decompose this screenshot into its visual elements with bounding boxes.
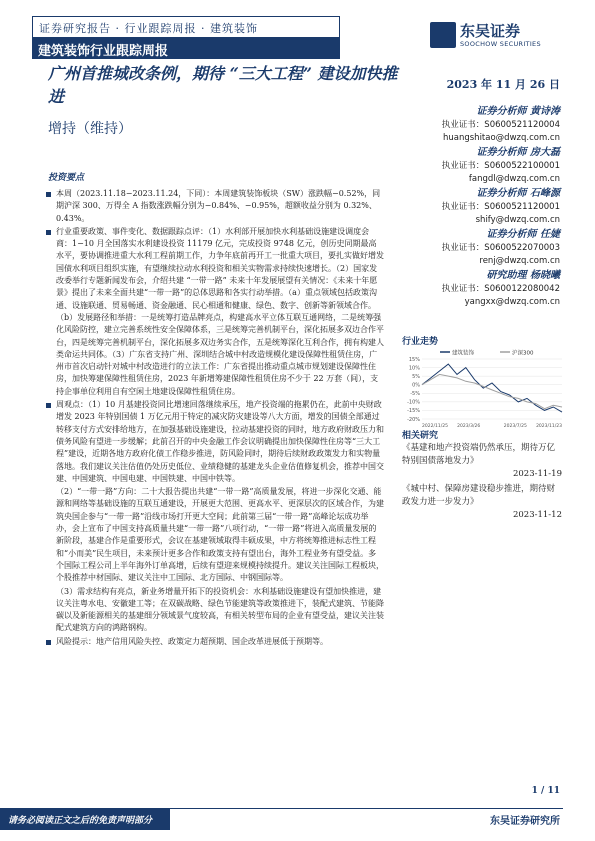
y-tick-label: -15%	[407, 408, 420, 415]
logo-subtext: SOOCHOW SECURITIES	[460, 40, 541, 48]
series-line	[422, 364, 562, 412]
policy-paragraph: 行业重要政策、事件变化、数据跟踪点评：（1）水利部开展加快水利基础设施建设调度会商：1−10 月全国落实水利建设投资 11179 亿元，完成投资 9748 亿元，创历史同期最高水平，要协调推进重大水利工程前期工作，力争年底前再开工一批重大项目，要扎实做好增发国债水利项目组织实施，有望继续拉动水利投资和相关实物需求持续快速增长。（2）国家发改委举行专题新闻发布会，介绍共建 “一带一路” 未来十年发展展望有关情况：《未来十年愿景》提出了未来全面共建“一带一路”的总体思路和各实行动举措。（a）重点领域包括政策沟通、设施联通、贸易畅通、资金融通、民心相通和健康、绿色、数字、创新等新领域合作。（b）发展路径和举措：一是统筹打造品牌亮点，构建高水平立体互联互通网络，二是统筹强化风险防控，建立完善系统性安全保障体系，三是统筹完善机制平台，深化拓展多双边合作平台，四是统筹完善机制平台，深化拓展多双边务实合作，五是统筹深化互利合作，拥有构建人类命运共同体。（3）广东省支持广州、深圳结合城中村改造规模化建设保障性租赁住房，广州市首次启动针对城中村改造进行的立法工作：广东省提出推动重点城市规划建设保障性住房，加快筹建保障性租赁住房，2023 年新增筹建保障性租赁住房不少于 22 万套（间），支持企事单位利用自有空闲土地建设保障性租赁住房。	[44, 226, 384, 398]
analyst-name: 证券分析师 黄诗涛	[476, 106, 560, 117]
company-logo	[430, 20, 560, 52]
report-date: 2023 年 11 月 26 日	[446, 78, 560, 91]
demand-paragraph: （3）需求结构有亮点，新业务增量开拓下的投资机会：水利基础设施建设有望加快推进，建议关注粤水电、安徽建工等；在双碳战略、绿色节能建筑等政策推进下，装配式建筑、节能降碳以及新能源相关的基建细分领域景气度较高，有相关转型布局的企业有望受益，建议关注装配式建筑方向的鸿路钢构。	[56, 586, 384, 633]
analyst-name: 证券分析师 石峰源	[476, 188, 560, 199]
y-tick-label: -20%	[407, 416, 420, 423]
legend-label: 沪深300	[512, 350, 534, 357]
analyst-name: 证券分析师 房大磊	[476, 147, 560, 158]
report-category-tag: 建筑装饰行业跟踪周报	[32, 37, 340, 59]
analyst-cert: 执业证书：S0600521120001	[441, 202, 560, 212]
section-heading: 投资要点	[48, 173, 85, 183]
analyst-email[interactable]: shify@dwzq.com.cn	[475, 215, 560, 225]
y-tick-label: 0%	[412, 382, 420, 389]
x-tick-label: 2023/11/23	[536, 424, 562, 429]
analyst-cert: 执业证书：S0600522070003	[441, 243, 560, 253]
analyst-cert: 执业证书：S0600122080042	[441, 284, 560, 294]
series-line	[422, 374, 562, 408]
analyst-entry	[390, 145, 560, 186]
related-date: 2023-11-19	[512, 469, 562, 479]
logo-text: 东吴证券	[460, 22, 521, 40]
analyst-email[interactable]: renj@dwzq.com.cn	[479, 256, 560, 266]
y-tick-label: 5%	[412, 373, 420, 380]
y-tick-label: -10%	[407, 399, 420, 406]
report-body	[44, 188, 384, 649]
trend-heading: 行业走势	[402, 337, 439, 347]
analyst-list	[390, 104, 560, 309]
related-date: 2023-11-12	[512, 510, 562, 520]
related-list	[402, 442, 562, 524]
disclaimer-notice: 请务必阅读正文之后的免责声明部分	[0, 808, 170, 830]
analyst-email[interactable]: fangdl@dwzq.com.cn	[468, 174, 560, 184]
logo-icon	[430, 22, 456, 48]
report-type-bar: 证券研究报告 · 行业跟踪周报 · 建筑装饰	[32, 16, 340, 37]
x-tick-label: 2023/7/25	[503, 424, 527, 429]
related-heading: 相关研究	[402, 431, 439, 441]
analyst-name: 证券分析师 任婕	[486, 229, 560, 240]
analyst-cert: 执业证书：S0600522100001	[441, 161, 560, 171]
y-tick-label: 10%	[408, 365, 420, 372]
analyst-entry	[390, 186, 560, 227]
rating: 增持（维持）	[48, 121, 132, 137]
y-tick-label: -5%	[410, 391, 420, 398]
related-item[interactable]: 《基建和地产投资端仍然承压，期待万亿特别国债落地发力》	[402, 443, 556, 466]
page-number: 1 / 11	[531, 786, 560, 796]
analyst-email[interactable]: yangxx@dwzq.com.cn	[464, 297, 560, 307]
risk-paragraph: 风险提示：地产信用风险失控、政策定力超预期、国企改革进展低于预期等。	[44, 636, 384, 648]
analyst-cert: 执业证书：S0600521120004	[441, 120, 560, 130]
y-tick-label: 15%	[408, 356, 420, 363]
analyst-name: 研究助理 杨晓曦	[486, 270, 560, 281]
viewpoint-paragraph: 周观点：（1）10 月基建投资同比增速回落继续承压，地产投资端的拖累仍在，此前中央财政增发 2023 年特别国债 1 万亿元用于特定的减灾防灾建设等八大方面，增发的国债全部通过转移支付方式安排给地方，在加强基础设施建设，拉动基建投资的同时，地方政府财政压力和债务风险有望进一步缓解；此前召开的中央金融工作会议明确提出加快保障性住房等“三大工程”建设，近期各地方政府化债工作稳步推进，防风险同时，期待后续财政政策发力和实物量落地。我们建议关注估值仍处历史低位、业绩稳健的基建龙头企业估值修复机会，推荐中国交建、中国建筑、中国电建、中国铁建、中国中铁等。	[44, 399, 384, 485]
firm-name: 东吴证券研究所	[490, 816, 560, 827]
report-title: 广州首推城改条例，期待 “三大工程” 建设加快推进	[48, 64, 398, 106]
analyst-entry	[390, 268, 560, 309]
x-tick-label: 2023/3/26	[457, 424, 481, 429]
x-tick-label: 2022/11/25	[422, 424, 448, 429]
legend-label: 建筑装饰	[452, 350, 475, 357]
analyst-email[interactable]: huangshitao@dwzq.com.cn	[442, 133, 560, 143]
belt-road-paragraph: （2）“一带一路”方向：二十大报告提出共建“一带一路”高质量发展，将进一步深化交通、能源和网络等基础设施的互联互通建设，开展更大范围、更高水平、更深层次的区域合作，为建筑央国企参与“一带一路”沿线市场打开更大空间；此前第三届“一带一路”高峰论坛成功举办，会上宣布了中国支持高质量共建“一带一路”八项行动，“一带一路”将进入高质量发展的新阶段，基建合作是重要形式，会议在基建领域取得丰硕成果，中方将统筹推进标志性工程和“小而美”民生项目，未来预计更多合作和政策支持有望出台，海外工程业务有望受益。多个国际工程公司上半年海外订单高增，后续有望迎来规模持续提升。建议关注国际工程板块，个股推荐中材国际、建议关注中工国际、北方国际、中钢国际等。	[56, 487, 384, 583]
related-item[interactable]: 《城中村、保障房建设稳步推进，期待财政发力进一步发力》	[402, 484, 556, 507]
analyst-entry	[390, 104, 560, 145]
industry-trend-chart	[400, 347, 565, 429]
summary-paragraph: 本周（2023.11.18−2023.11.24，下同）：本周建筑装饰板块（SW）涨跌幅−0.52%，同期沪深 300、万得全 A 指数涨跌幅分别为−0.84%、−0.95%，超额收益分别为 0.32%、0.43%。	[44, 188, 384, 225]
analyst-entry	[390, 227, 560, 268]
